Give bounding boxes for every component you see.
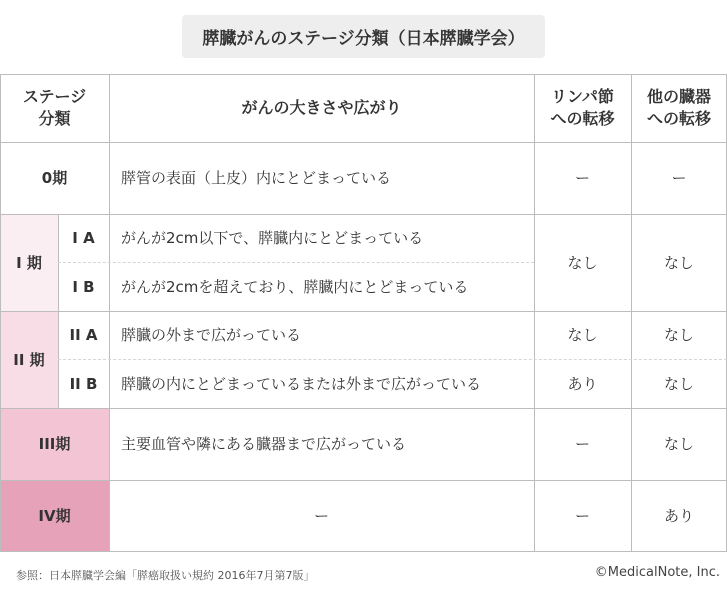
stage-2b-lymph: あり xyxy=(567,374,598,393)
stage-1-organ: なし xyxy=(663,253,694,272)
stage-2b-desc: 膵臓の内にとどまっているまたは外まで広がっている xyxy=(121,374,482,393)
stage-2a-organ: なし xyxy=(663,326,694,344)
stage-3-label: III期 xyxy=(0,408,109,480)
stage-1a-sub: I A xyxy=(72,229,95,247)
grid-line xyxy=(631,74,632,552)
stage-1a-desc: がんが2cm以下で、膵臓内にとどまっている xyxy=(121,229,424,247)
stage-2b-sub: II B xyxy=(69,374,98,393)
stage-table xyxy=(0,74,727,552)
stage-4-label: IV期 xyxy=(0,480,109,552)
grid-line xyxy=(534,74,535,552)
sub-row-divider xyxy=(58,359,727,360)
header-lymph: リンパ節 への転移 xyxy=(550,87,615,128)
stage-3-desc: 主要血管や隣にある臓器まで広がっている xyxy=(121,435,407,453)
source-note: 参照：日本膵臓学会編「膵癌取扱い規約 2016年7月第7版」 xyxy=(16,569,315,582)
header-organ: 他の臓器 への転移 xyxy=(646,87,711,128)
stage-2-label: II 期 xyxy=(0,311,58,408)
sub-row-divider xyxy=(58,262,534,263)
grid-line xyxy=(726,74,727,552)
stage-1b-sub: I B xyxy=(72,277,95,296)
grid-line xyxy=(0,74,1,552)
stage-2b-organ: なし xyxy=(663,374,694,393)
stage-0-organ: ー xyxy=(671,169,687,187)
stage-0-lymph: ー xyxy=(574,169,590,187)
stage-3-organ: なし xyxy=(663,435,694,453)
copyright: ©MedicalNote, Inc. xyxy=(594,565,720,580)
stage-1-lymph: なし xyxy=(567,253,598,272)
stage-2a-desc: 膵臓の外まで広がっている xyxy=(121,326,302,344)
stage-1-label: I 期 xyxy=(0,214,58,311)
stage-0-label: 0期 xyxy=(41,169,68,187)
page-title: 膵臓がんのステージ分類（日本膵臓学会） xyxy=(182,15,545,58)
stage-2a-lymph: なし xyxy=(567,326,598,344)
header-size: がんの大きさや広がり xyxy=(241,98,402,117)
stage-2a-sub: II A xyxy=(69,326,98,344)
grid-line xyxy=(109,74,110,552)
grid-line xyxy=(58,214,59,408)
stage-4-lymph: ー xyxy=(574,507,590,525)
header-stage: ステージ 分類 xyxy=(22,87,87,128)
stage-4-desc: ー xyxy=(313,507,329,525)
stage-1b-desc: がんが2cmを超えており、膵臓内にとどまっている xyxy=(121,277,469,296)
stage-0-desc: 膵管の表面（上皮）内にとどまっている xyxy=(121,169,392,187)
stage-3-lymph: ー xyxy=(574,435,590,453)
stage-4-organ: あり xyxy=(663,507,694,525)
